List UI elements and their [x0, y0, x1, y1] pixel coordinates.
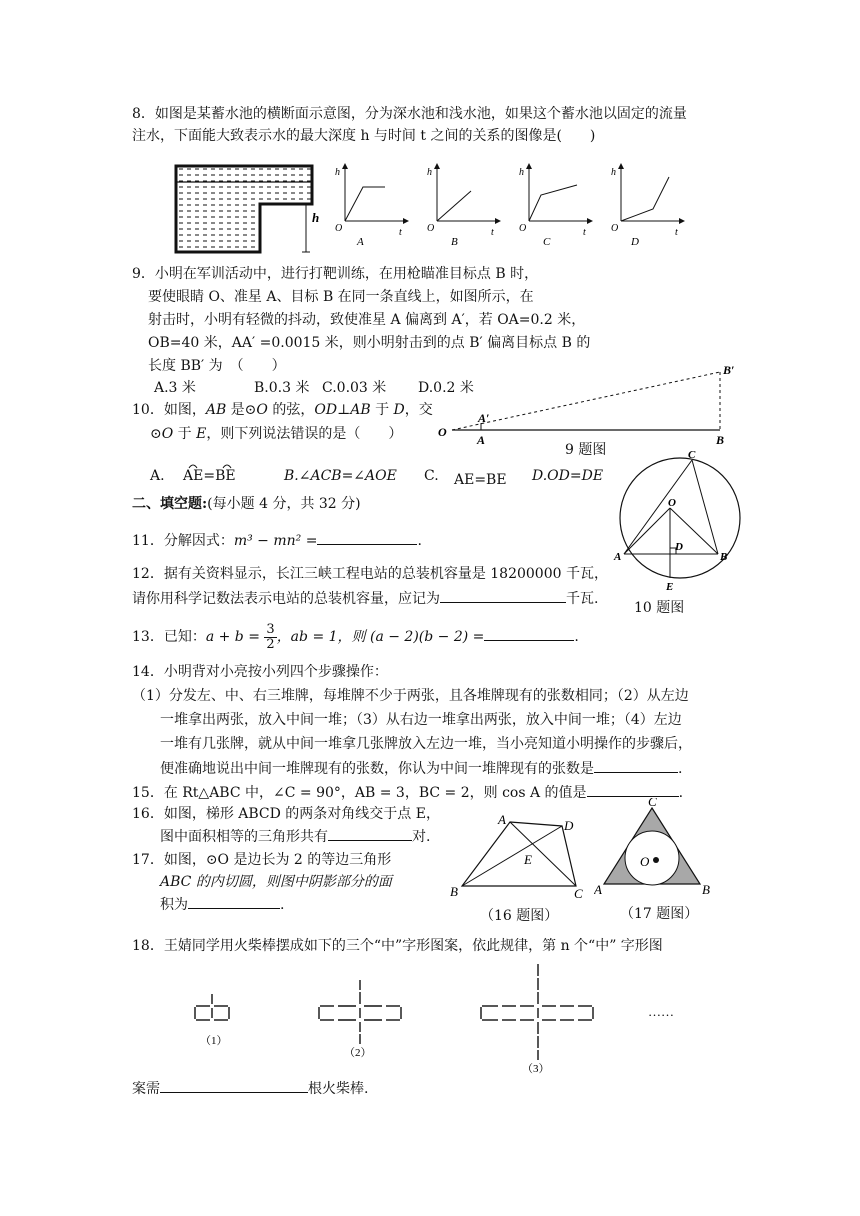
q10-option-c: AE=BE: [454, 472, 507, 488]
graph-d-label: D: [631, 236, 639, 248]
svg-text:B: B: [716, 433, 725, 444]
svg-text:A: A: [614, 551, 622, 563]
reservoir-diagram: [170, 160, 330, 260]
svg-text:h: h: [427, 167, 432, 178]
q11-blank: [317, 530, 417, 545]
q12-line1: 12．据有关资料显示，长江三峡工程电站的总装机容量是 18200000 千瓦，: [132, 566, 608, 582]
incircle-figure: [594, 798, 714, 902]
q18-line2: 案需 根火柴棒.: [132, 1078, 368, 1099]
q17-line2: ABC 的内切圆，则图中阴影部分的面: [160, 874, 392, 890]
pattern-2: [319, 980, 401, 1044]
q16-figure-caption: （16 题图）: [480, 908, 559, 924]
q17-blank: [188, 894, 280, 909]
h-label: h: [312, 210, 320, 225]
svg-text:B: B: [702, 882, 710, 897]
caption-1: （1）: [200, 1035, 228, 1047]
svg-text:C: C: [648, 798, 657, 809]
q13: 13．已知：a + b = $\frac{3}{2}$ ，ab = 1，则 (a − 2)(b − 2) = .: [132, 621, 579, 652]
q14-line3: 一堆拿出两张，放入中间一堆；（3）从右边一堆拿出两张，放入中间一堆；（4）左边: [160, 712, 682, 728]
graph-b: [427, 163, 501, 248]
svg-text:t: t: [491, 227, 494, 238]
svg-text:E: E: [666, 581, 674, 593]
caption-2: （2）: [344, 1047, 372, 1059]
q9-figure: [436, 360, 746, 444]
svg-text:t: t: [675, 227, 678, 238]
q17-figure-caption: （17 题图）: [620, 906, 699, 922]
svg-text:E: E: [524, 852, 532, 867]
svg-text:C: C: [574, 886, 583, 901]
svg-text:B: B: [450, 884, 458, 899]
q15-blank: [587, 782, 679, 797]
svg-text:A: A: [498, 812, 506, 827]
q10-option-d: D.OD=DE: [532, 468, 604, 484]
q10-option-a: A. AE=BE: [150, 466, 236, 486]
q16-line2: 图中面积相等的三角形共有 对.: [160, 826, 430, 847]
svg-text:O: O: [335, 223, 343, 234]
ellipsis: ……: [648, 1004, 674, 1019]
svg-text:h: h: [519, 167, 524, 178]
q10-figure-caption: 10 题图: [634, 600, 685, 616]
q9-option-c: C.0.03 米: [322, 380, 387, 396]
svg-text:A: A: [594, 882, 602, 897]
svg-text:B′: B′: [723, 363, 735, 377]
svg-text:O: O: [427, 223, 435, 234]
q14-line1: 14．小明背对小亮按小列四个步骤操作：: [132, 664, 388, 680]
q14-line2: （1）分发左、中、右三堆牌，每堆牌不少于两张，且各堆牌现有的张数相同；（2）从左边: [132, 688, 689, 704]
q9-line2: 要使眼睛 O、准星 A、目标 B 在同一条直线上，如图所示，在: [148, 289, 534, 305]
q14-line5: 便准确地说出中间一堆牌现有的张数，你认为中间一堆牌现有的张数是 .: [160, 758, 682, 779]
q11: 11．分解因式：m³ − mn² = .: [132, 530, 422, 551]
svg-text:A: A: [477, 433, 486, 444]
q14-blank: [594, 758, 678, 773]
q8-graphs: [333, 163, 733, 248]
pattern-3: [481, 964, 593, 1060]
q18-blank: [160, 1078, 308, 1093]
q9-line3: 射击时，小明有轻微的抖动，致使准星 A 偏离到 A′，若 OA=0.2 米，: [148, 312, 586, 328]
q17-line3: 积为 .: [160, 894, 284, 915]
q13-blank: [484, 626, 574, 641]
graph-c-label: C: [543, 236, 551, 248]
q8-line1: 8．如图是某蓄水池的横断面示意图，分为深水池和浅水池，如果这个蓄水池以固定的流量: [132, 106, 687, 122]
caption-3: （3）: [522, 1063, 550, 1074]
q9-line1: 9．小明在军训活动中，进行打靶训练，在用枪瞄准目标点 B 时，: [132, 266, 539, 282]
q14-line4: 一堆有几张牌，就从中间一堆拿几张牌放入左边一堆，当小亮知道小明操作的步骤后，: [160, 736, 692, 752]
svg-text:t: t: [399, 227, 402, 238]
svg-text:D: D: [675, 541, 683, 553]
svg-text:O: O: [519, 223, 527, 234]
q10-line2: ⊙O 于 E，则下列说法错误的是（ ）: [150, 426, 403, 442]
trapezoid-figure: [444, 812, 594, 902]
q9-line5: 长度 BB′ 为 （ ）: [148, 358, 286, 374]
matchstick-patterns: [180, 962, 700, 1074]
svg-text:C: C: [688, 449, 696, 461]
svg-text:B: B: [720, 551, 728, 563]
q15: 15．在 Rt△ABC 中，∠C = 90°，AB = 3，BC = 2，则 cos A 的值是 .: [132, 782, 683, 803]
q9-option-b: B.0.3 米: [254, 380, 310, 396]
arc-marks: [187, 460, 267, 470]
svg-text:h: h: [611, 167, 616, 178]
svg-text:O: O: [611, 223, 619, 234]
q9-figure-caption: 9 题图: [565, 442, 607, 458]
q8-line2: 注水，下面能大致表示水的最大深度 h 与时间 t 之间的关系的图像是( ): [132, 128, 596, 144]
q10-line1: 10．如图，AB 是⊙O 的弦，OD⊥AB 于 D，交: [132, 402, 433, 418]
q12-line2: 请你用科学记数法表示电站的总装机容量，应记为 千瓦.: [132, 588, 598, 609]
q16-blank: [328, 826, 412, 841]
q10-option-b: B.∠ACB=∠AOE: [284, 468, 397, 484]
q12-blank: [440, 588, 566, 603]
graph-d: [611, 163, 685, 248]
svg-text:A′: A′: [478, 411, 490, 425]
graph-b-label: B: [451, 236, 458, 248]
section-2-heading: 二、填空题:(每小题 4 分，共 32 分): [132, 496, 361, 512]
pattern-1: [195, 994, 229, 1020]
svg-text:D: D: [564, 818, 574, 833]
svg-text:O: O: [438, 425, 447, 439]
svg-text:t: t: [583, 227, 586, 238]
svg-text:O: O: [640, 854, 650, 869]
q16-line1: 16．如图，梯形 ABCD 的两条对角线交于点 E，: [132, 806, 440, 822]
graph-a: [335, 163, 409, 248]
svg-text:h: h: [335, 167, 340, 178]
q9-option-a: A.3 米: [154, 380, 196, 396]
q9-option-d: D.0.2 米: [418, 380, 474, 396]
q9-line4: OB=40 米，AA′ =0.0015 米，则小明射击到的点 B′ 偏离目标点 B 的: [148, 335, 591, 351]
svg-text:O: O: [668, 497, 676, 509]
q10-option-c-label: C.: [424, 468, 439, 484]
q18-line1: 18．王婧同学用火柴棒摆成如下的三个“中”字形图案，依此规律，第 n 个“中” 字形图: [132, 938, 663, 954]
graph-c: [519, 163, 593, 248]
graph-a-label: A: [357, 236, 364, 248]
q10-circle-figure: [612, 446, 748, 594]
q17-line1: 17．如图，⊙O 是边长为 2 的等边三角形: [132, 852, 392, 868]
